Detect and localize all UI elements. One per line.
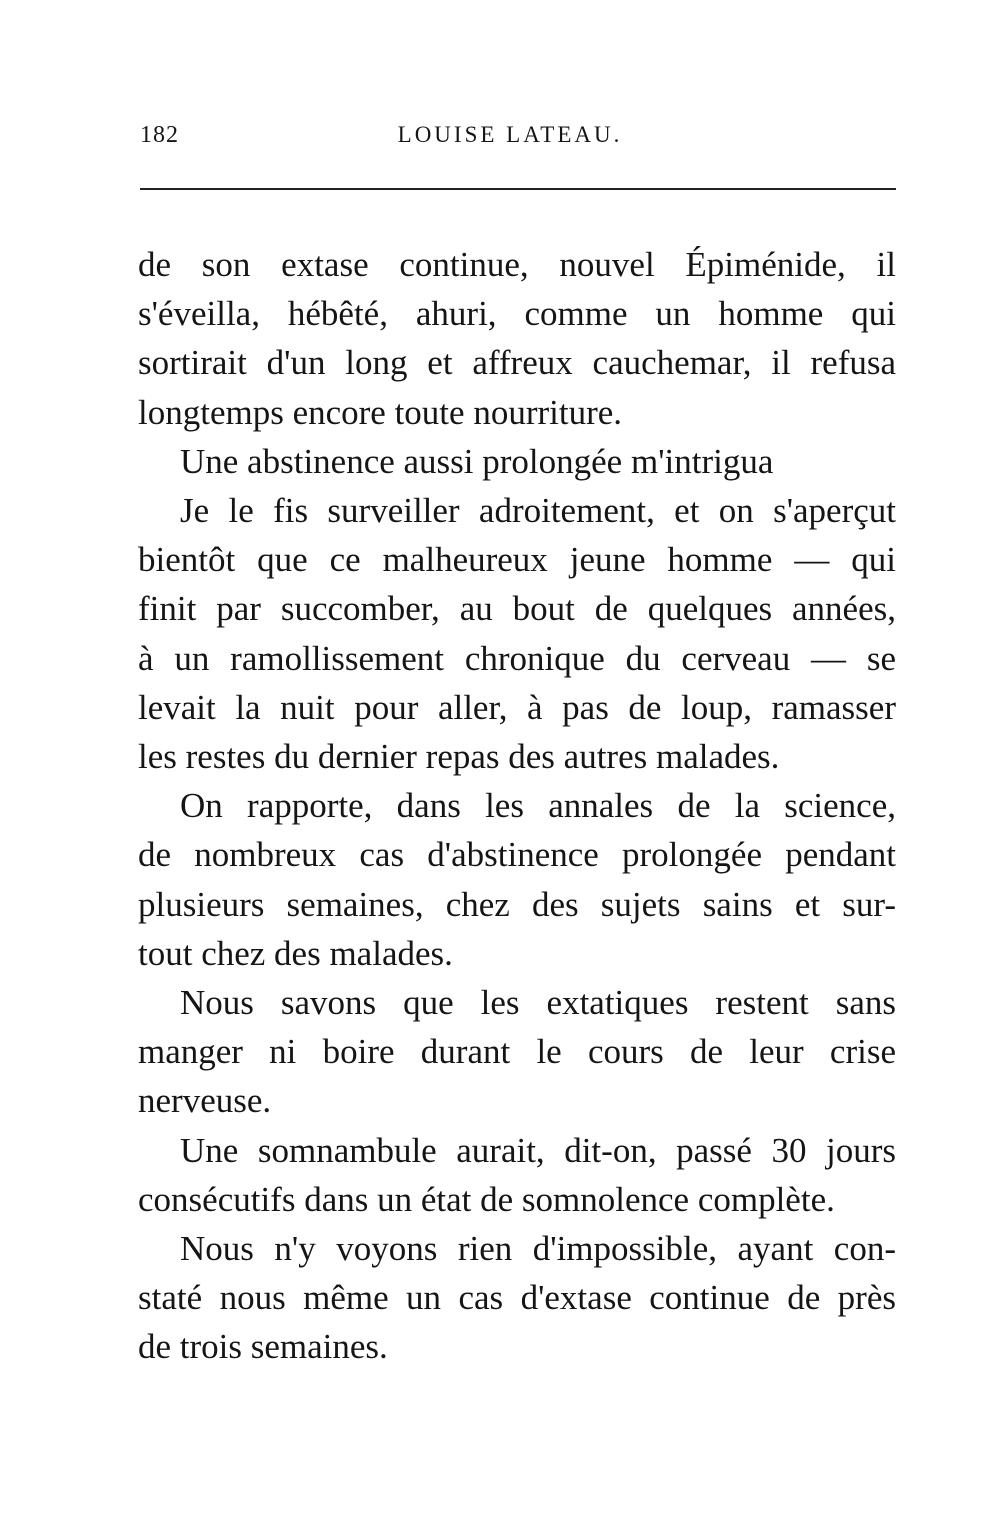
paragraph [138,781,896,978]
paragraph [138,486,896,781]
text-line: Nous n'y voyons rien d'impossible, ayant con- [180,1229,896,1269]
body-text [138,240,896,1372]
text-line: bientôt que ce malheureux jeune homme — qui [138,540,896,580]
text-line: manger ni boire durant le cours de leur crise [138,1032,896,1072]
paragraph [138,978,896,1126]
text-line: On rapporte, dans les annales de la science, [180,786,896,826]
text-line: Nous savons que les extatiques restent sans [180,983,896,1023]
text-line: Une abstinence aussi prolongée m'intrigua [180,441,774,481]
text-line: plusieurs semaines, chez des sujets sains et sur- [138,884,896,924]
text-line: Une somnambule aurait, dit-on, passé 30 jours [180,1130,896,1170]
text-line: consécutifs dans un état de somnolence complète. [138,1179,835,1219]
text-line: staté nous même un cas d'extase continue de près [138,1278,896,1318]
text-line: les restes du dernier repas des autres malades. [138,737,780,777]
paragraph [138,437,896,486]
text-line: longtemps encore toute nourriture. [138,392,623,432]
page-header [140,122,896,162]
text-line: finit par succomber, au bout de quelques années, [138,589,896,629]
text-line: Je le fis surveiller adroitement, et on s'aperçut [180,491,896,531]
text-line: de trois semaines. [138,1327,388,1367]
text-line: sortirait d'un long et affreux cauchemar, il refusa [138,343,896,383]
paragraph [138,1224,896,1372]
header-rule [140,188,896,190]
text-line: à un ramollissement chronique du cerveau — se [138,638,896,678]
text-line: de nombreux cas d'abstinence prolongée pendant [138,835,896,875]
page-number: 182 [140,122,179,148]
text-line: nerveuse. [138,1081,272,1121]
text-line: tout chez des malades. [138,933,453,973]
text-line: s'éveilla, hébêté, ahuri, comme un homme qui [138,294,896,334]
paragraph [138,1126,896,1224]
running-title: LOUISE LATEAU. [397,122,623,147]
text-line: de son extase continue, nouvel Épiménide, il [138,245,896,284]
text-line: levait la nuit pour aller, à pas de loup, ramasser [138,687,896,727]
paragraph [138,240,896,437]
